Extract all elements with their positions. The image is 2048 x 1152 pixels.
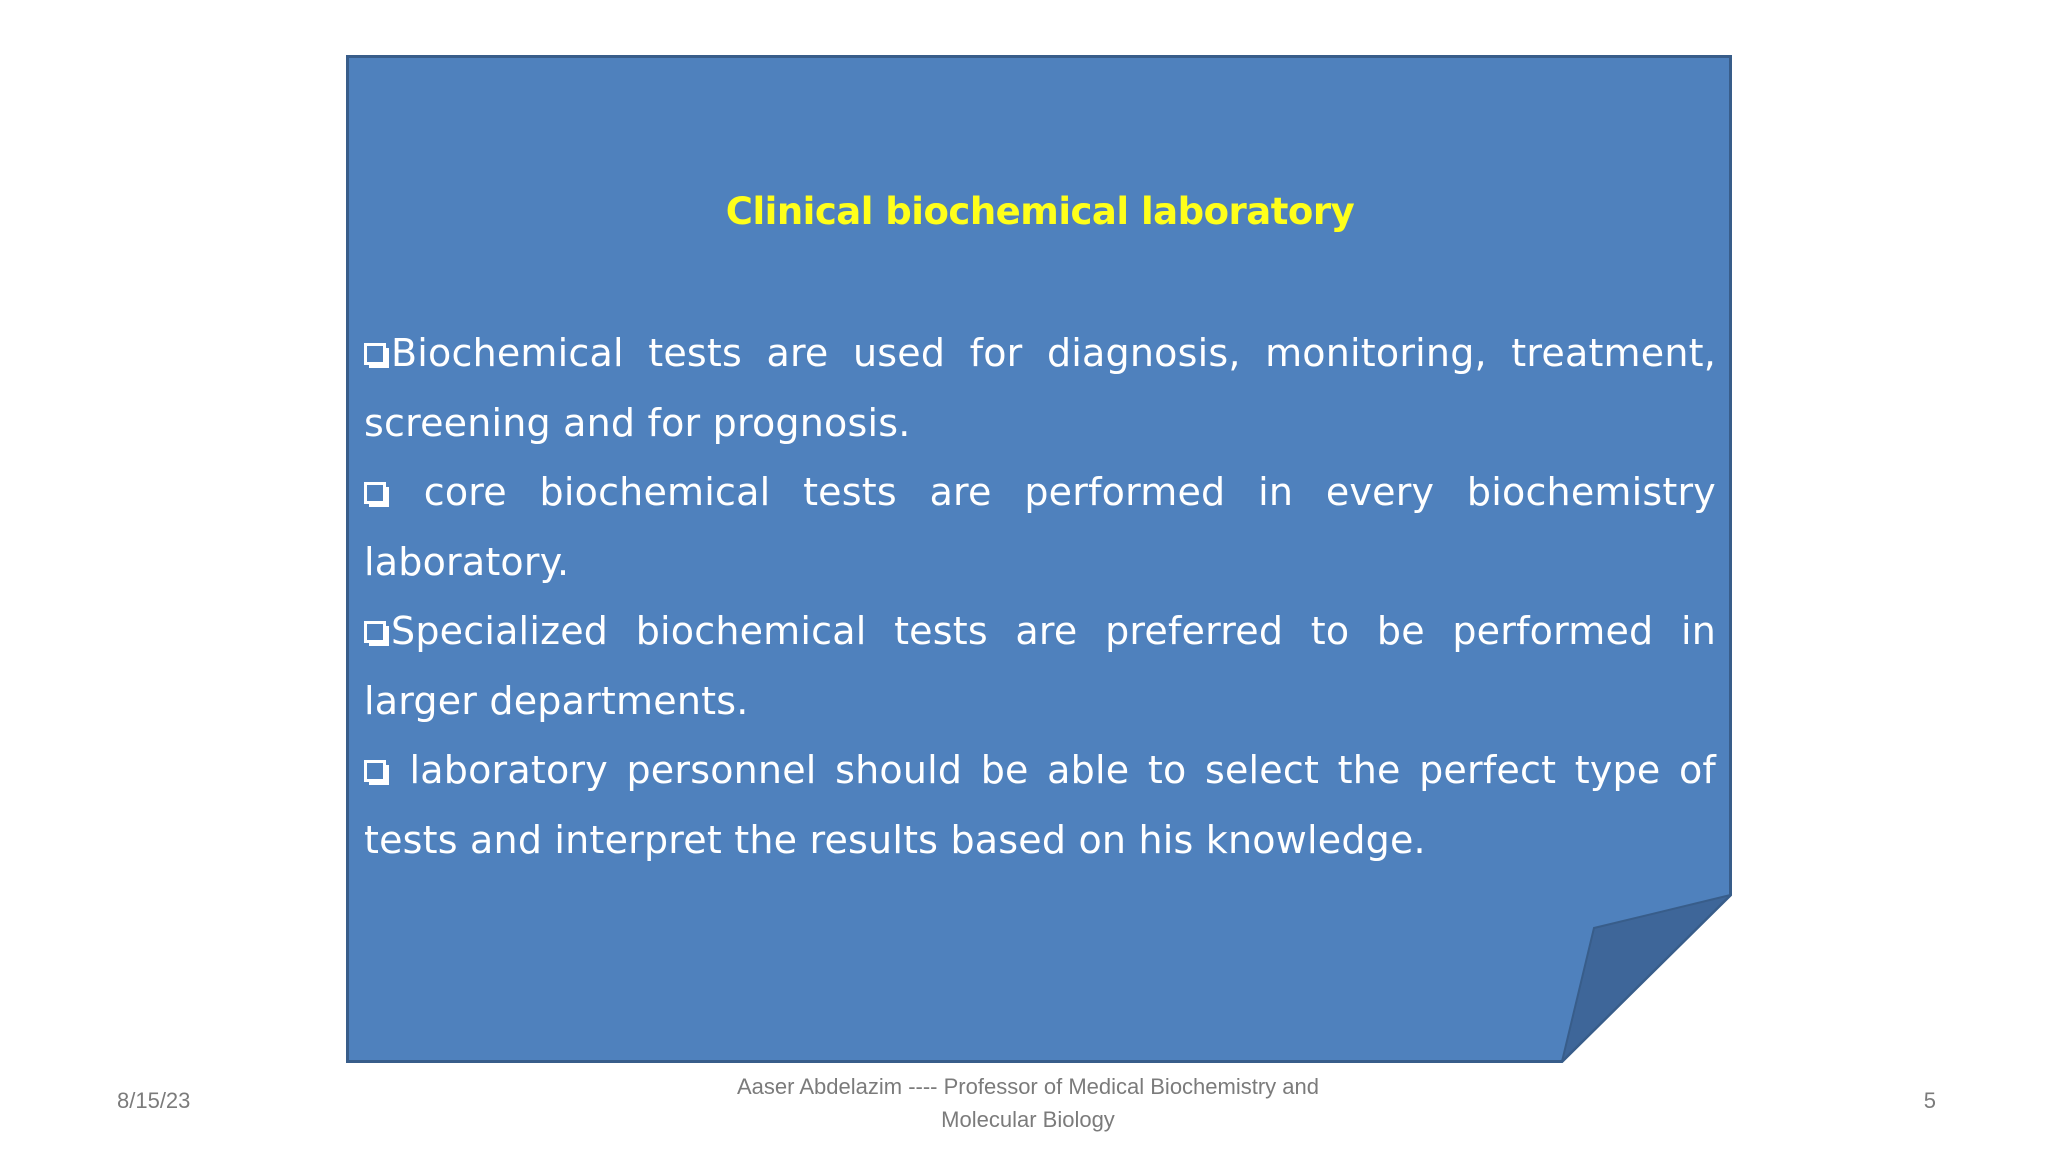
checkbox-bullet-icon	[364, 621, 386, 643]
checkbox-bullet-icon	[364, 482, 386, 504]
bullet-item	[364, 597, 1716, 736]
bullet-item	[364, 319, 1716, 458]
bullet-item	[364, 458, 1716, 597]
bullet-text: laboratory personnel should be able to select the perfect type of tests and interpret the results based on his knowledge.	[364, 748, 1716, 862]
footer-page-number: 5	[1923, 1088, 1936, 1113]
bullet-list	[364, 319, 1716, 875]
footer-author-line2: Molecular Biology	[941, 1107, 1115, 1132]
bullet-text: Specialized biochemical tests are preferred to be performed in larger departments.	[364, 609, 1716, 723]
bullet-text: Biochemical tests are used for diagnosis, monitoring, treatment, screening and for prognosis.	[364, 331, 1716, 445]
footer-author	[700, 1070, 1356, 1136]
footer-author-line1: Aaser Abdelazim ---- Professor of Medical Biochemistry and	[737, 1074, 1319, 1099]
checkbox-bullet-icon	[364, 343, 386, 365]
slide-title: Clinical biochemical laboratory	[725, 190, 1355, 233]
card-content	[364, 55, 1716, 875]
content-card	[346, 55, 1732, 1063]
bullet-text: core biochemical tests are performed in every biochemistry laboratory.	[364, 470, 1716, 584]
footer-date: 8/15/23	[117, 1088, 191, 1113]
checkbox-bullet-icon	[364, 760, 386, 782]
bullet-item	[364, 736, 1716, 875]
